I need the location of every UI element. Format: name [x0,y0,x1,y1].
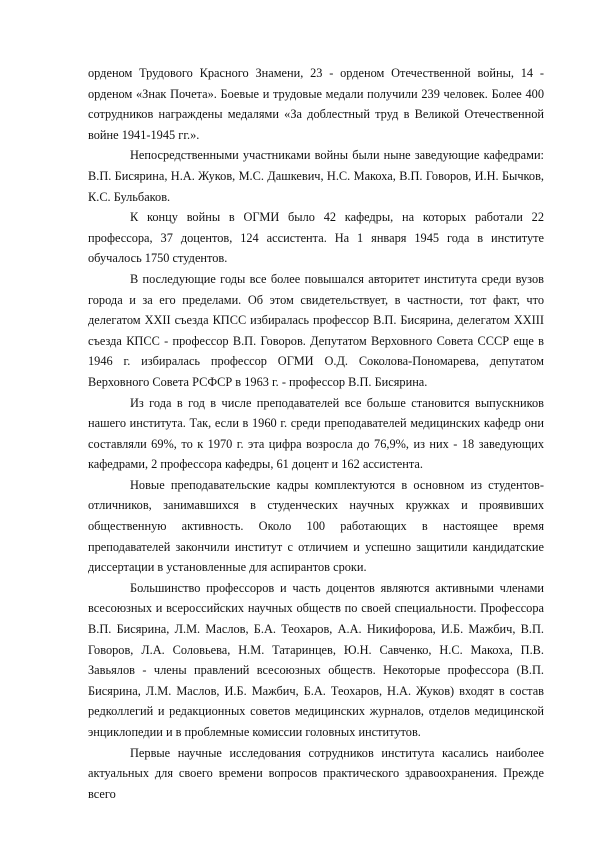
paragraph-authority: В последующие годы все более повышался авторитет института среди вузов города и за его пределами. Об этом свидетельствует, в частности, тот факт, что делегатом XXII съезда КПСС избиралась профессор В.П. Бисярина, делегатом XXIII съезда КПСС - профессор В.П. Говоров. Депутатом Верховного Совета СССР еще в 1946 г. избиралась профессор ОГМИ О.Д. Соколова-Пономарева, депутатом Верховного Совета РСФСР в 1963 г. - профессор В.П. Бисярина. [88,271,544,389]
paragraph-awards: орденом Трудового Красного Знамени, 23 - орденом Отечественной войны, 14 - орденом «Знак Почета». Боевые и трудовые медали получили 239 человек. Более 400 сотрудников награждены медалями «За доблестный труд в Великой Отечественной войне 1941-1945 гг.». [88,66,544,142]
paragraph-graduates: Из года в год в числе преподавателей все больше становится выпускников нашего института. Так, если в 1960 г. среди преподавателей медицинских кафедр они составляли 69%, то к 1970 г. эта цифра возросла до 76,9%, из них - 18 заведующих кафедрами, 2 профессора кафедры, 61 доцент и 162 ассистента. [88,395,544,472]
paragraph-war-participants: Непосредственными участниками войны были ныне заведующие кафедрами: В.П. Бисярина, Н.А. Жуков, М.С. Дашкевич, Н.С. Макоха, В.П. Говоров, И.Н. Бычков, К.С. Бульбаков. [88,148,544,204]
body-text [88,63,544,804]
paragraph-end-of-war: К концу войны в ОГМИ было 42 кафедры, на которых работали 22 профессора, 37 доцентов, 124 ассистента. На 1 января 1945 года в институте обучалось 1750 студентов. [88,210,544,266]
paragraph-first-research: Первые научные исследования сотрудников института касались наиболее актуальных для своего времени вопросов практического здравоохранения. Прежде всего [88,745,544,801]
paragraph-new-staff: Новые преподавательские кадры комплектуются в основном из студентов-отличников, занимавшихся в студенческих научных кружках и проявивших общественную активность. Около 100 работающих в настоящее время преподавателей закончили институт с отличием и успешно защитили кандидатские диссертации в установленные для аспирантов сроки. [88,477,544,575]
paragraph-societies: Большинство профессоров и часть доцентов являются активными членами всесоюзных и всероссийских научных обществ по своей специальности. Профессора В.П. Бисярина, Л.М. Маслов, Б.А. Теохаров, А.А. Никифорова, И.Б. Мажбич, В.П. Говоров, Л.А. Соловьева, Н.М. Татаринцев, Ю.Н. Савченко, Н.С. Макоха, П.В. Завьялов - члены правлений всесоюзных обществ. Некоторые профессора (В.П. Бисярина, Л.М. Маслов, И.Б. Мажбич, Б.А. Теохаров, Н.А. Жуков) входят в состав редколлегий и редакционных советов медицинских журналов, отделов медицинской энциклопедии и в проблемные комиссии головных институтов. [88,580,544,739]
